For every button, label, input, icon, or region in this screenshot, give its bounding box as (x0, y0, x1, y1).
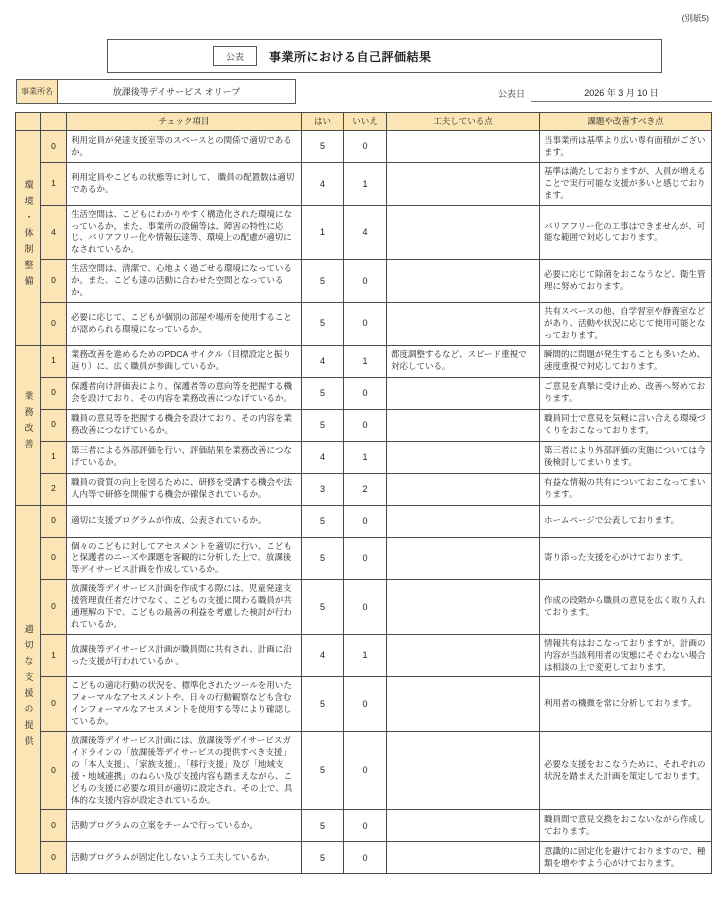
office-name-label: 事業所名 (16, 79, 58, 104)
kufu-point-text (387, 505, 540, 537)
kadai-point-text: 職員同士で意見を気軽に言い合える環境づくりをおこなっております。 (540, 409, 712, 441)
no-count: 0 (344, 580, 387, 635)
row-number: 1 (41, 634, 67, 677)
yes-count: 5 (302, 677, 344, 732)
header-kufu-point: 工夫している点 (387, 113, 540, 131)
kufu-point-text (387, 537, 540, 580)
yes-count: 5 (302, 505, 344, 537)
row-number: 1 (41, 345, 67, 377)
table-row (16, 505, 712, 537)
check-item-text: 生活空間は、こどもにわかりやすく構造化された環境になっているか。また、事業所の設備等は、障害の特性に応じ、バリアフリー化や情報伝達等、環境上の配慮が適切になされているか。 (67, 205, 302, 260)
yes-count: 5 (302, 302, 344, 345)
table-row (16, 377, 712, 409)
office-name-value: 放課後等デイサービス オリーブ (58, 79, 296, 104)
yes-count: 4 (302, 634, 344, 677)
no-count: 0 (344, 677, 387, 732)
table-row (16, 302, 712, 345)
check-item-text: 活動プログラムが固定化しないよう工夫しているか。 (67, 842, 302, 874)
table-row (16, 677, 712, 732)
check-item-text: 放課後等デイサービス計画には、放課後等デイサービスガイドラインの「放課後等デイサービスの提供すべき支援」の「本人支援」、「家族支援」、「移行支援」及び「地域支援・地域連携」のねらい及び支援内容も踏まえながら、こどもの支援に必要な項目が適切に設定され、その上で、具体的な支援内容が設定されているか。 (67, 732, 302, 810)
category-label (16, 131, 41, 346)
row-number: 0 (41, 505, 67, 537)
check-item-text: 職員の意見等を把握する機会を設けており、その内容を業務改善につなげているか。 (67, 409, 302, 441)
row-number: 0 (41, 302, 67, 345)
check-item-text: 個々のこどもに対してアセスメントを適切に行い、こどもと保護者のニーズや課題を客観的に分析した上で、放課後等デイサービス計画を作成しているか。 (67, 537, 302, 580)
yes-count: 5 (302, 842, 344, 874)
header-yes: はい (302, 113, 344, 131)
kufu-point-text (387, 677, 540, 732)
kadai-point-text: 意識的に固定化を避けておりますので、種類を増やすよう心がけております。 (540, 842, 712, 874)
table-header-row (16, 113, 712, 131)
kufu-point-text (387, 163, 540, 206)
table-row (16, 205, 712, 260)
publish-date-label: 公表日 (498, 89, 526, 99)
kufu-point-text (387, 260, 540, 303)
kufu-point-text (387, 810, 540, 842)
page-title: 事業所における自己評価結果 (269, 49, 432, 64)
table-row (16, 345, 712, 377)
row-number: 0 (41, 842, 67, 874)
table-row (16, 537, 712, 580)
check-item-text: 活動プログラムの立案をチームで行っているか。 (67, 810, 302, 842)
kufu-point-text (387, 842, 540, 874)
kufu-point-text (387, 441, 540, 473)
header-kadai-point: 課題や改善すべき点 (540, 113, 712, 131)
office-name-row (16, 79, 296, 104)
category-vertical-text: 業務改善 (23, 391, 34, 456)
no-count: 0 (344, 505, 387, 537)
table-row (16, 409, 712, 441)
yes-count: 4 (302, 441, 344, 473)
no-count: 1 (344, 634, 387, 677)
row-number: 0 (41, 409, 67, 441)
table-row (16, 580, 712, 635)
check-item-text: 必要に応じて、こどもが個別の部屋や場所を使用することが認められる環境になっているか。 (67, 302, 302, 345)
check-item-text: 利用定員が発達支援室等のスペースとの関係で適切であるか。 (67, 131, 302, 163)
no-count: 0 (344, 537, 387, 580)
kadai-point-text: ホームページで公表しております。 (540, 505, 712, 537)
no-count: 0 (344, 732, 387, 810)
kadai-point-text: 瞬間的に問題が発生することも多いため、速度重視で対応しております。 (540, 345, 712, 377)
yes-count: 5 (302, 131, 344, 163)
kadai-point-text: 有益な情報の共有についておこなってまいります。 (540, 473, 712, 505)
category-label (16, 505, 41, 874)
row-number: 0 (41, 260, 67, 303)
category-vertical-text: 適切な支援の提供 (23, 623, 34, 752)
kufu-point-text (387, 634, 540, 677)
row-number: 0 (41, 677, 67, 732)
table-row (16, 473, 712, 505)
publish-date-value: 2026 年 3 月 10 日 (531, 86, 712, 102)
kadai-point-text: 情報共有はおこなっておりますが、計画の内容が当該利用者の実態にそぐわない場合は相談の上で変更しております。 (540, 634, 712, 677)
table-row (16, 163, 712, 206)
yes-count: 4 (302, 163, 344, 206)
table-row (16, 810, 712, 842)
check-item-text: こどもの適応行動の状況を、標準化されたツールを用いたフォーマルなアセスメントや、日々の行動観察なども含むインフォーマルなアセスメントを使用する等により確認しているか。 (67, 677, 302, 732)
no-count: 4 (344, 205, 387, 260)
kufu-point-text (387, 302, 540, 345)
category-label (16, 345, 41, 505)
kufu-point-text: 都度調整するなど、スピード重視で対応している。 (387, 345, 540, 377)
no-count: 0 (344, 131, 387, 163)
kadai-point-text: 共有スペースの他、自学習室や静養室などがあり、活動や状況に応じて使用可能となっております。 (540, 302, 712, 345)
no-count: 0 (344, 810, 387, 842)
row-number: 0 (41, 537, 67, 580)
attachment-number-label: (別紙5) (681, 13, 709, 23)
table-row (16, 842, 712, 874)
no-count: 1 (344, 163, 387, 206)
kufu-point-text (387, 131, 540, 163)
row-number: 0 (41, 580, 67, 635)
no-count: 0 (344, 377, 387, 409)
category-vertical-text: 環境・体制整備 (23, 179, 34, 292)
row-number: 0 (41, 732, 67, 810)
check-item-text: 放課後等デイサービス計画を作成する際には、児童発達支援管理責任者だけでなく、こどもの支援に関わる職員が共通理解の下で、こどもの最善の利益を考慮した検討が行われているか。 (67, 580, 302, 635)
kadai-point-text: 利用者の機微を常に分析しております。 (540, 677, 712, 732)
header-no: いいえ (344, 113, 387, 131)
yes-count: 5 (302, 537, 344, 580)
table-row (16, 260, 712, 303)
table-row (16, 732, 712, 810)
yes-count: 5 (302, 732, 344, 810)
kadai-point-text: 必要な支援をおこなうために、それぞれの状況を踏まえた計画を策定しております。 (540, 732, 712, 810)
kadai-point-text: 当事業所は基準より広い専有面積がございます。 (540, 131, 712, 163)
no-count: 0 (344, 260, 387, 303)
row-number: 0 (41, 131, 67, 163)
check-item-text: 業務改善を進めるためのPDCA サイクル（目標設定と振り返り）に、広く職員が参画しているか。 (67, 345, 302, 377)
yes-count: 5 (302, 580, 344, 635)
check-item-text: 職員の資質の向上を図るために、研修を受講する機会や法人内等で研修を開催する機会が確保されているか。 (67, 473, 302, 505)
yes-count: 3 (302, 473, 344, 505)
yes-count: 1 (302, 205, 344, 260)
table-row (16, 441, 712, 473)
table-row (16, 634, 712, 677)
yes-count: 4 (302, 345, 344, 377)
kadai-point-text: 第三者により外部評価の実施については今後検討してまいります。 (540, 441, 712, 473)
header-category-spacer (16, 113, 41, 131)
check-item-text: 生活空間は、清潔で、心地よく過ごせる環境になっているか。また、こども達の活動に合わせた空間となっているか。 (67, 260, 302, 303)
header-number-spacer (41, 113, 67, 131)
evaluation-table (15, 112, 712, 874)
kadai-point-text: 寄り添った支援を心がけております。 (540, 537, 712, 580)
row-number: 1 (41, 163, 67, 206)
kufu-point-text (387, 377, 540, 409)
evaluation-table-body (16, 131, 712, 874)
check-item-text: 適切に支援プログラムが作成、公表されているか。 (67, 505, 302, 537)
kufu-point-text (387, 473, 540, 505)
kufu-point-text (387, 732, 540, 810)
no-count: 1 (344, 345, 387, 377)
no-count: 0 (344, 409, 387, 441)
no-count: 1 (344, 441, 387, 473)
header-check-item: チェック項目 (67, 113, 302, 131)
table-row (16, 131, 712, 163)
row-number: 1 (41, 441, 67, 473)
check-item-text: 放課後等デイサービス計画が職員間に共有され、計画に沿った支援が行われているか 。 (67, 634, 302, 677)
row-number: 4 (41, 205, 67, 260)
row-number: 2 (41, 473, 67, 505)
no-count: 0 (344, 842, 387, 874)
kadai-point-text: 必要に応じて除菌をおこなうなど、衛生管理に努めております。 (540, 260, 712, 303)
check-item-text: 第三者による外部評価を行い、評価結果を業務改善につなげているか。 (67, 441, 302, 473)
check-item-text: 利用定員やこどもの状態等に対して、 職員の配置数は適切であるか。 (67, 163, 302, 206)
kadai-point-text: バリアフリー化の工事はできませんが、可能な範囲で対応しております。 (540, 205, 712, 260)
no-count: 2 (344, 473, 387, 505)
yes-count: 5 (302, 409, 344, 441)
publish-date-row (498, 84, 712, 102)
yes-count: 5 (302, 810, 344, 842)
kadai-point-text: ご意見を真摯に受け止め、改善へ努めております。 (540, 377, 712, 409)
title-box (107, 39, 662, 73)
row-number: 0 (41, 377, 67, 409)
kadai-point-text: 職員間で意見交換をおこないながら作成しております。 (540, 810, 712, 842)
kufu-point-text (387, 205, 540, 260)
kufu-point-text (387, 580, 540, 635)
kufu-point-text (387, 409, 540, 441)
kadai-point-text: 基準は満たしておりますが、人員が増えることで実行可能な支援が多いと感じております。 (540, 163, 712, 206)
row-number: 0 (41, 810, 67, 842)
yes-count: 5 (302, 260, 344, 303)
check-item-text: 保護者向け評価表により、保護者等の意向等を把握する機会を設けており、その内容を業務改善につなげているか。 (67, 377, 302, 409)
no-count: 0 (344, 302, 387, 345)
yes-count: 5 (302, 377, 344, 409)
kadai-point-text: 作成の段階から職員の意見を広く取り入れております。 (540, 580, 712, 635)
publication-stamp: 公表 (213, 46, 257, 66)
